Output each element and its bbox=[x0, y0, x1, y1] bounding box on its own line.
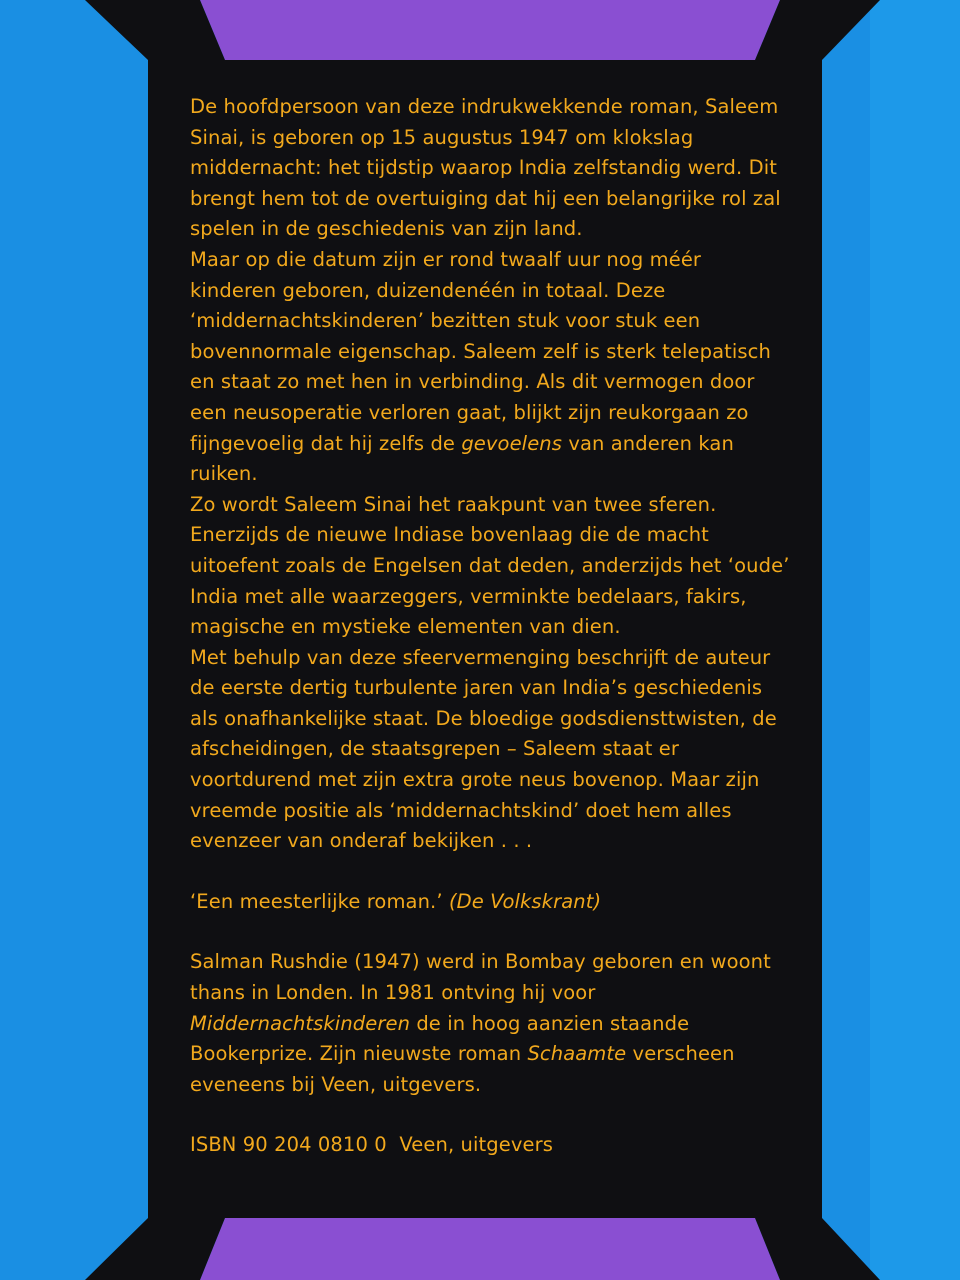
back-cover-text bbox=[190, 92, 790, 1161]
quote-text: ‘Een meesterlijke roman.’ bbox=[190, 889, 443, 913]
isbn: ISBN 90 204 0810 0 bbox=[190, 1133, 387, 1157]
blue-right-highlight bbox=[870, 0, 960, 1280]
italic-word: gevoelens bbox=[461, 431, 563, 455]
quote-source: (De Volkskrant) bbox=[448, 889, 602, 913]
synopsis-paragraph-1: De hoofdpersoon van deze indrukwekkende roman, Saleem Sinai, is geboren op 15 augustus 1947 om klokslag middernacht: het tijdstip waarop India zelfstandig werd. Dit brengt hem tot de overtuiging dat hij een belangrijke rol zal spelen in de geschiedenis van zijn land. bbox=[190, 95, 781, 241]
publisher: Veen, uitgevers bbox=[399, 1133, 553, 1157]
book-title: Middernachtskinderen bbox=[190, 1011, 411, 1035]
synopsis-paragraph-4: Met behulp van deze sfeervermenging beschrijft de auteur de eerste dertig turbulente jaren van India’s geschiedenis als onafhankelijke staat. De bloedige godsdiensttwisten, de afscheidingen, de staatsgrepen – Saleem staat er voortdurend met zijn extra grote neus bovenop. Maar zijn vreemde positie als ‘middernachtskind’ doet hem alles evenzeer van onderaf bekijken . . . bbox=[190, 645, 777, 853]
review-quote bbox=[190, 887, 790, 918]
bio-text: Salman Rushdie (1947) werd in Bombay geboren en woont thans in Londen. In 1981 ontving hij voor bbox=[190, 950, 771, 1005]
isbn-line bbox=[190, 1130, 790, 1161]
synopsis-paragraph-3: Zo wordt Saleem Sinai het raakpunt van twee sferen. Enerzijds de nieuwe Indiase bovenlaag die de macht uitoefent zoals de Engelsen dat deden, anderzijds het ‘oude’ India met alle waarzeggers, verminkte bedelaars, fakirs, magische en mystieke elementen van dien. bbox=[190, 492, 790, 639]
bio-text: de in hoog aanzien staande Bookerprize. Zijn nieuwste roman bbox=[190, 1011, 690, 1066]
purple-bottom-band bbox=[200, 1218, 780, 1280]
author-bio bbox=[190, 947, 790, 1100]
synopsis-paragraph-2 bbox=[190, 245, 790, 490]
new-book-title: Schaamte bbox=[527, 1042, 627, 1066]
purple-top-band bbox=[200, 0, 780, 60]
bio-text: verscheen eveneens bij Veen, uitgevers. bbox=[190, 1042, 735, 1096]
synopsis-text: Maar op die datum zijn er rond twaalf uur nog méér kinderen geboren, duizendenéén in totaal. Deze ‘middernachtskinderen’ bezitten stuk voor stuk een bovennormale eigenschap. Saleem zelf is sterk telepatisch en staat zo met hen in verbinding. Als dit vermogen door een neusoperatie verloren gaat, blijkt zijn reukorgaan zo fijngevoelig dat hij zelfs de bbox=[190, 247, 771, 455]
synopsis-text: van anderen kan ruiken. bbox=[190, 431, 734, 486]
